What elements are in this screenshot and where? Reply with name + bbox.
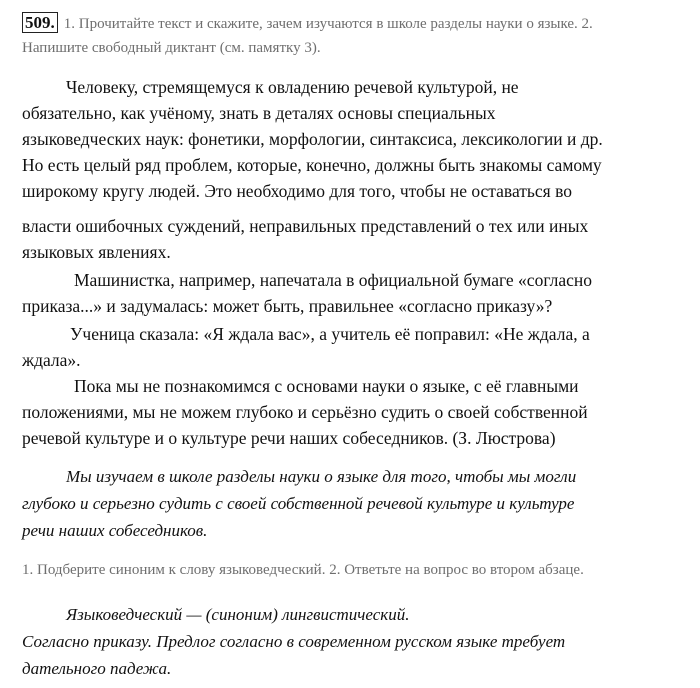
text-line: языковедческих наук: фонетики, морфологии, синтаксиса, лексикологии и др. xyxy=(22,129,603,149)
text-line: ждала». xyxy=(22,350,81,370)
exercise-number: 509. xyxy=(22,12,58,33)
text-line: широкому кругу людей. Это необходимо для того, чтобы не оставаться во xyxy=(22,181,572,201)
text-line: речевой культуре и о культуре речи наших собеседников. (З. Люстрова) xyxy=(22,428,556,448)
text-line: положениями, мы не можем глубоко и серьёзно судить о своей собственной xyxy=(22,402,588,422)
text-line: Машинистка, например, напечатала в официальной бумаге «согласно xyxy=(74,270,592,290)
answer-line: Языковедческий — (синоним) лингвистический. xyxy=(66,605,410,624)
text-line: обязательно, как учёному, знать в деталях основы специальных xyxy=(22,103,496,123)
exercise-task-line-2: Напишите свободный диктант (см. памятку 3). xyxy=(22,40,321,56)
text-line: власти ошибочных суждений, неправильных представлений о тех или иных xyxy=(22,216,589,236)
text-line: Ученица сказала: «Я ждала вас», а учитель её поправил: «Не ждала, а xyxy=(70,324,590,344)
text-line: приказа...» и задумалась: может быть, правильнее «согласно приказу»? xyxy=(22,296,553,316)
answer-line: Мы изучаем в школе разделы науки о языке для того, чтобы мы могли xyxy=(66,467,577,486)
answer-line: глубоко и серьезно судить с своей собственной речевой культуре и культуре xyxy=(22,494,575,513)
text-line: Но есть целый ряд проблем, которые, конечно, должны быть знакомы самому xyxy=(22,155,602,175)
text-line: языковых явлениях. xyxy=(22,242,171,262)
answer-line: Согласно приказу. Предлог согласно в современном русском языке требует xyxy=(22,632,566,651)
answer-line: дательного падежа. xyxy=(22,659,172,678)
exercise-task-line-1 xyxy=(22,12,593,33)
exercise-task-text: 1. Прочитайте текст и скажите, зачем изучаются в школе разделы науки о языке. 2. xyxy=(63,16,593,32)
task2-text: 1. Подберите синоним к слову языковедческий. 2. Ответьте на вопрос во втором абзаце. xyxy=(22,562,584,578)
text-line: Человеку, стремящемуся к овладению речевой культурой, не xyxy=(66,77,519,97)
text-line: Пока мы не познакомимся с основами науки о языке, с её главными xyxy=(74,376,579,396)
answer-line: речи наших собеседников. xyxy=(22,521,208,540)
